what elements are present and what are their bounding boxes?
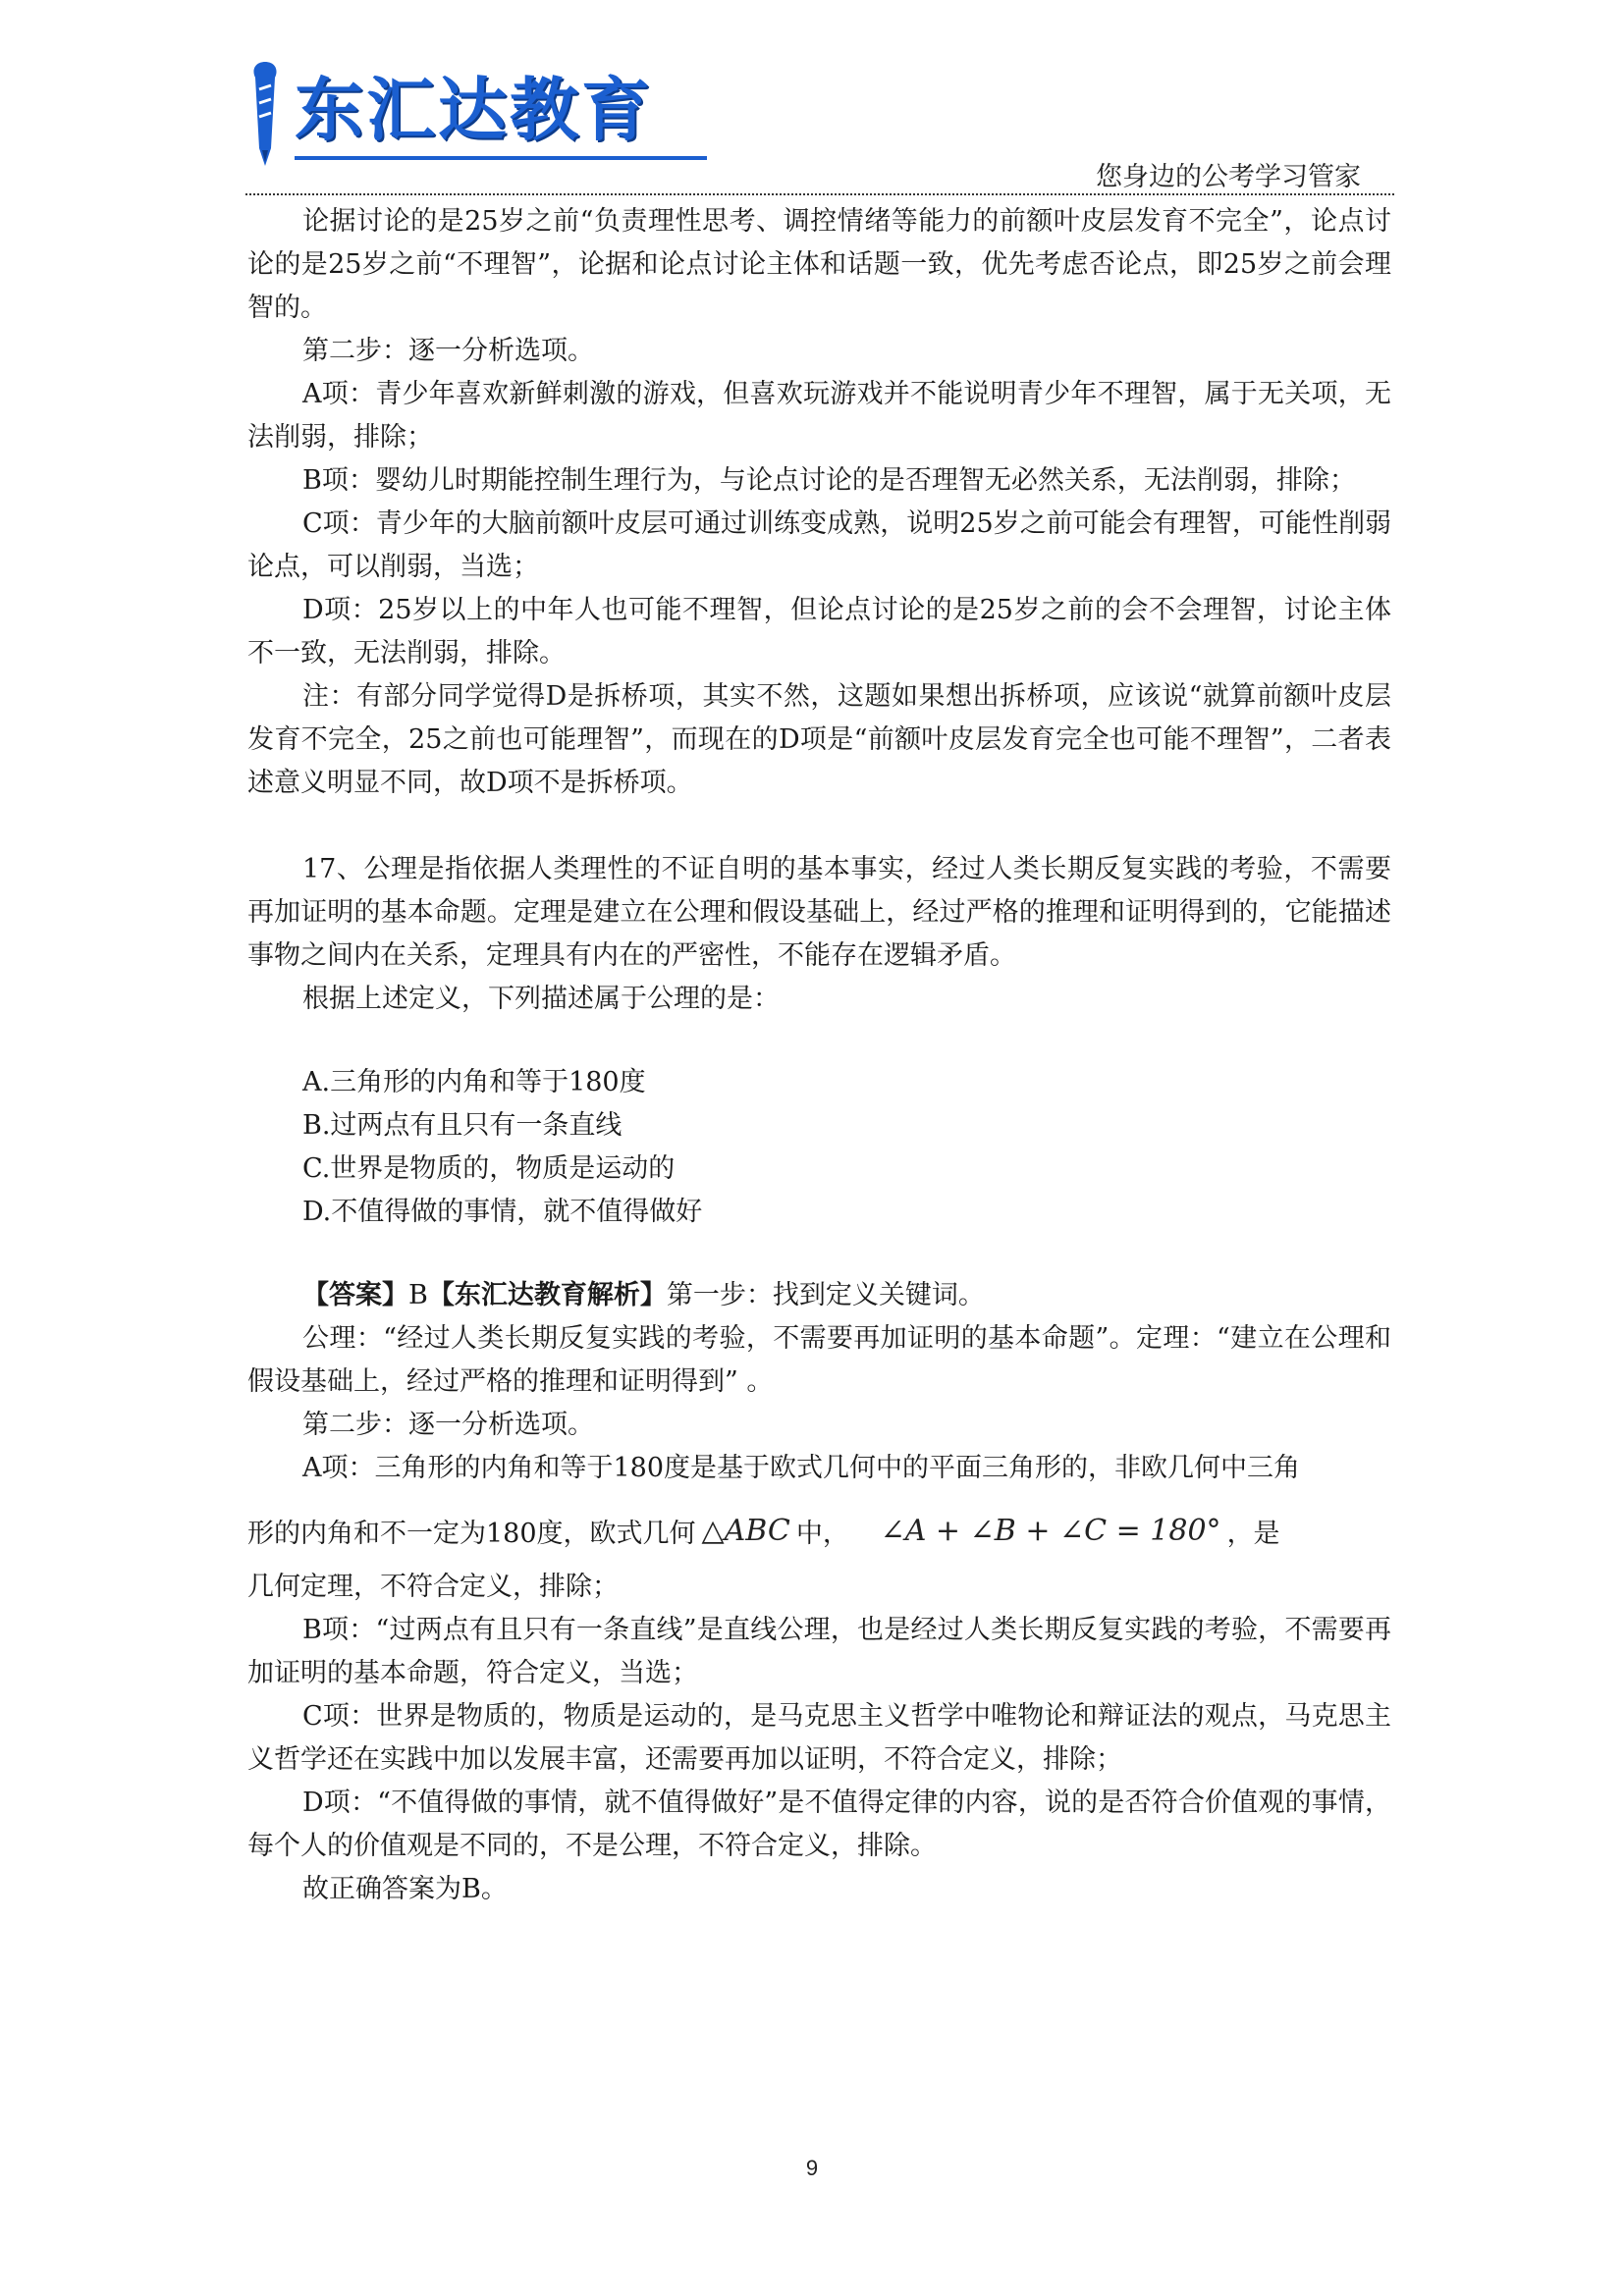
page-number: 9 — [805, 2156, 819, 2180]
triangle-formula: △ABC — [701, 1514, 790, 1548]
paragraph: C项：青少年的大脑前额叶皮层可通过训练变成熟，说明25岁之前可能会有理智，可能性削弱论点，可以削弱，当选； — [247, 508, 1391, 582]
pen-icon — [245, 60, 285, 170]
page-content — [247, 200, 1391, 1911]
analysis-paragraph: 故正确答案为B。 — [302, 1874, 508, 1904]
paragraph: 第二步：逐一分析选项。 — [302, 336, 594, 366]
analysis-paragraph: B项：“过两点有且只有一条直线”是直线公理，也是经过人类长期反复实践的考验，不需要再加证明的基本命题，符合定义，当选； — [247, 1615, 1391, 1688]
paragraph: B项：婴幼儿时期能控制生理行为，与论点讨论的是否理智无必然关系，无法削弱，排除； — [302, 465, 1356, 496]
option-c: C.世界是物质的，物质是运动的 — [302, 1153, 676, 1184]
logo-underline — [295, 156, 707, 160]
paragraph: D项：25岁以上的中年人也可能不理智，但论点讨论的是25岁之前的会不会理智，讨论主体不一致，无法削弱，排除。 — [247, 595, 1391, 668]
spacer — [247, 1021, 1391, 1061]
question-prompt: 根据上述定义，下列描述属于公理的是： — [302, 984, 780, 1014]
answer-value: B — [408, 1280, 428, 1310]
analysis-paragraph: A项：三角形的内角和等于180度是基于欧式几何中的平面三角形的，非欧几何中三角 — [302, 1453, 1301, 1483]
spacer — [247, 805, 1391, 848]
paragraph: 论据讨论的是25岁之前“负责理性思考、调控情绪等能力的前额叶皮层发育不完全”，论点讨论的是25岁之前“不理智”，论据和论点讨论主体和话题一致，优先考虑否论点，即25岁之前会理智的。 — [247, 206, 1391, 323]
answer-label: 【答案】 — [302, 1280, 408, 1310]
paragraph: A项：青少年喜欢新鲜刺激的游戏，但喜欢玩游戏并不能说明青少年不理智，属于无关项，无法削弱，排除； — [247, 379, 1391, 453]
analysis-label: 【东汇达教育解析】 — [427, 1280, 667, 1310]
brand-logo-text: 东汇达教育 — [295, 70, 653, 150]
option-d: D.不值得做的事情，就不值得做好 — [302, 1197, 703, 1227]
option-a: A.三角形的内角和等于180度 — [302, 1067, 646, 1097]
question-stem: 17、公理是指依据人类理性的不证自明的基本事实，经过人类长期反复实践的考验，不需要再加证明的基本命题。定理是建立在公理和假设基础上，经过严格的推理和证明得到的，它能描述事物之间内在关系，定理具有内在的严密性，不能存在逻辑矛盾。 — [247, 854, 1391, 971]
analysis-step1: 第一步：找到定义关键词。 — [666, 1280, 985, 1310]
header-slogan: 您身边的公考学习管家 — [1096, 162, 1361, 192]
analysis-paragraph: 第二步：逐一分析选项。 — [302, 1410, 594, 1440]
analysis-paragraph: 几何定理，不符合定义，排除； — [247, 1572, 619, 1602]
option-b: B.过两点有且只有一条直线 — [302, 1110, 623, 1141]
header-divider — [245, 193, 1394, 195]
answer-line — [247, 1274, 1391, 1317]
page-header — [245, 54, 1394, 201]
paragraph: 注：有部分同学觉得D是拆桥项，其实不然，这题如果想出拆桥项，应该说“就算前额叶皮层发育不完全，25之前也可能理智”，而现在的D项是“前额叶皮层发育完全也可能不理智”，二者表述意义明显不同，故D项不是拆桥项。 — [247, 681, 1391, 798]
analysis-formula-line: 形的内角和不一定为180度，欧式几何 △ABC 中， ∠A + ∠B + ∠C = 180° ，是 — [247, 1500, 1391, 1566]
analysis-paragraph: 公理：“经过人类长期反复实践的考验，不需要再加证明的基本命题”。定理：“建立在公理和假设基础上，经过严格的推理和证明得到” 。 — [247, 1323, 1391, 1397]
analysis-paragraph: C项：世界是物质的，物质是运动的，是马克思主义哲学中唯物论和辩证法的观点，马克思主义哲学还在实践中加以发展丰富，还需要再加以证明，不符合定义，排除； — [247, 1701, 1391, 1775]
angle-sum-formula: ∠A + ∠B + ∠C = 180° — [880, 1514, 1221, 1548]
analysis-paragraph: D项：“不值得做的事情，就不值得做好”是不值得定律的内容，说的是否符合价值观的事情，每个人的价值观是不同的，不是公理，不符合定义，排除。 — [247, 1788, 1391, 1861]
spacer — [247, 1234, 1391, 1274]
